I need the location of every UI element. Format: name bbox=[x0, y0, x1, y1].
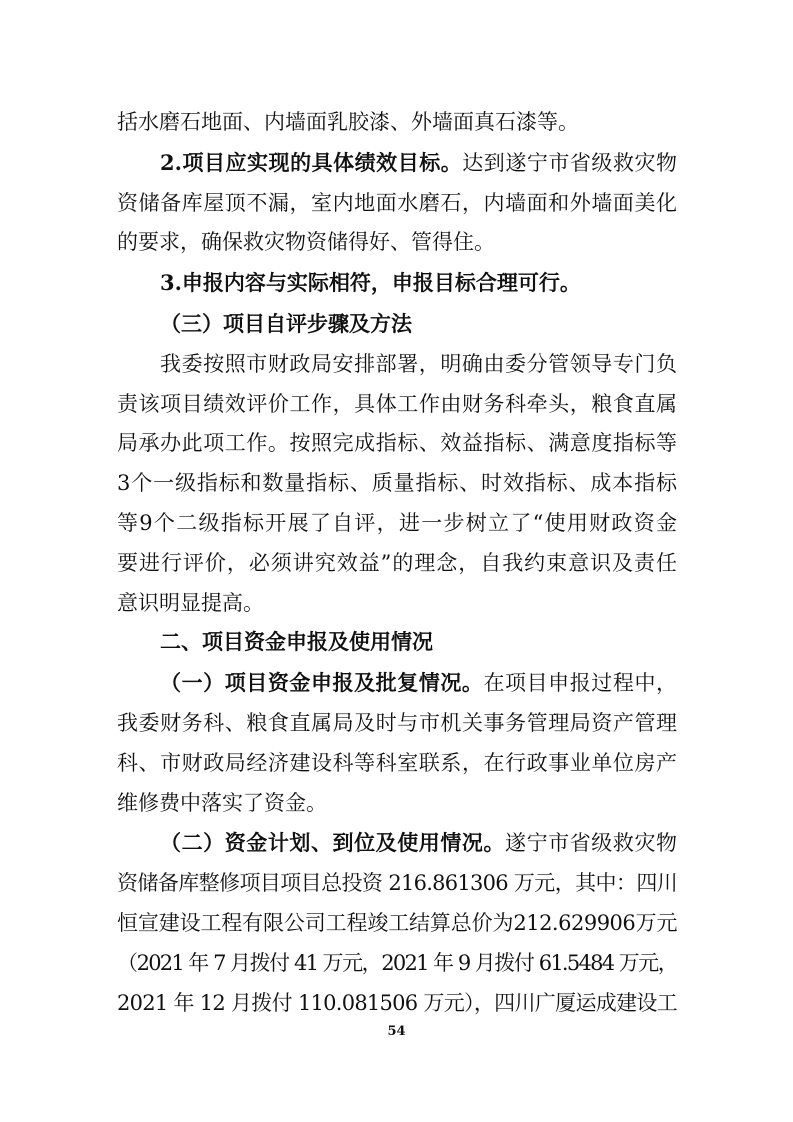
text-line bbox=[117, 984, 677, 1024]
line-text: 资储备库屋顶不漏，室内地面水磨石，内墙面和外墙面美化 bbox=[117, 190, 677, 215]
heading-text: 二、项目资金申报及使用情况 bbox=[160, 630, 433, 655]
line-text: 的要求，确保救灾物资储得好、管得住。 bbox=[117, 230, 495, 255]
text-line bbox=[117, 744, 677, 784]
text-line bbox=[117, 944, 677, 984]
line-text: 局承办此项工作。按照完成指标、效益指标、满意度指标等 bbox=[117, 431, 677, 456]
text-line bbox=[117, 784, 677, 824]
text-line bbox=[117, 823, 677, 864]
line-text: 3个一级指标和数量指标、质量指标、时效指标、成本指标 bbox=[117, 471, 677, 496]
text-line bbox=[117, 223, 677, 263]
line-text: 遂宁市省级救灾物 bbox=[505, 831, 678, 856]
line-text: 科、市财政局经济建设科等科室联系，在行政事业单位房产 bbox=[117, 750, 677, 775]
text-line bbox=[117, 704, 677, 744]
section-subheading bbox=[117, 304, 677, 345]
line-bold-lead: 2.项目应实现的具体绩效目标。 bbox=[160, 149, 463, 175]
line-text: （2021 年 7 月拨付 41 万元，2021 年 9 月拨付 61.5484 万元， bbox=[117, 950, 677, 975]
line-text: 责该项目绩效评价工作，具体工作由财务科牵头，粮食直属 bbox=[117, 391, 677, 416]
text-line bbox=[117, 263, 677, 304]
page-number: 54 bbox=[387, 1024, 406, 1039]
line-bold-lead: （二）资金计划、到位及使用情况。 bbox=[160, 830, 506, 856]
line-bold-lead: （一）项目资金申报及批复情况。 bbox=[160, 670, 484, 696]
text-line bbox=[117, 864, 677, 904]
line-text: 括水磨石地面、内墙面乳胶漆、外墙面真石漆等。 bbox=[117, 110, 579, 134]
line-text: 维修费中落实了资金。 bbox=[117, 790, 327, 815]
text-line bbox=[117, 385, 677, 425]
line-text: 恒宣建设工程有限公司工程竣工结算总价为212.629906万元 bbox=[117, 910, 677, 935]
text-line bbox=[117, 424, 677, 464]
text-line bbox=[117, 663, 677, 704]
line-text: 我委按照市财政局安排部署，明确由委分管领导专门负 bbox=[160, 351, 677, 376]
text-line bbox=[117, 504, 677, 544]
line-text: 在项目申报过程中， bbox=[483, 671, 678, 696]
line-text: 我委财务科、粮食直属局及时与市机关事务管理局资产管理 bbox=[117, 710, 677, 735]
text-line bbox=[117, 584, 677, 624]
text-line bbox=[117, 904, 677, 944]
text-line bbox=[117, 544, 677, 584]
line-text: 达到遂宁市省级救灾物 bbox=[462, 150, 678, 175]
text-line bbox=[117, 464, 677, 504]
text-line bbox=[117, 143, 677, 184]
text-line bbox=[117, 184, 677, 224]
line-bold-lead: 3.申报内容与实际相符，申报目标合理可行。 bbox=[160, 270, 581, 296]
section-heading bbox=[117, 623, 677, 663]
text-line bbox=[117, 345, 677, 385]
line-text: 资储备库整修项目项目总投资 216.861306 万元，其中：四川 bbox=[117, 871, 677, 896]
text-line bbox=[117, 103, 677, 143]
line-text: 要进行评价，必须讲究效益”的理念，自我约束意识及责任 bbox=[117, 550, 677, 575]
line-text: 意识明显提高。 bbox=[117, 590, 264, 615]
subheading-text: （三）项目自评步骤及方法 bbox=[160, 310, 412, 336]
line-text: 等9个二级指标开展了自评，进一步树立了“使用财政资金 bbox=[117, 510, 677, 535]
document-body bbox=[117, 103, 677, 1023]
line-text: 2021 年 12 月拨付 110.081506 万元），四川广厦运成建设工 bbox=[117, 990, 677, 1015]
